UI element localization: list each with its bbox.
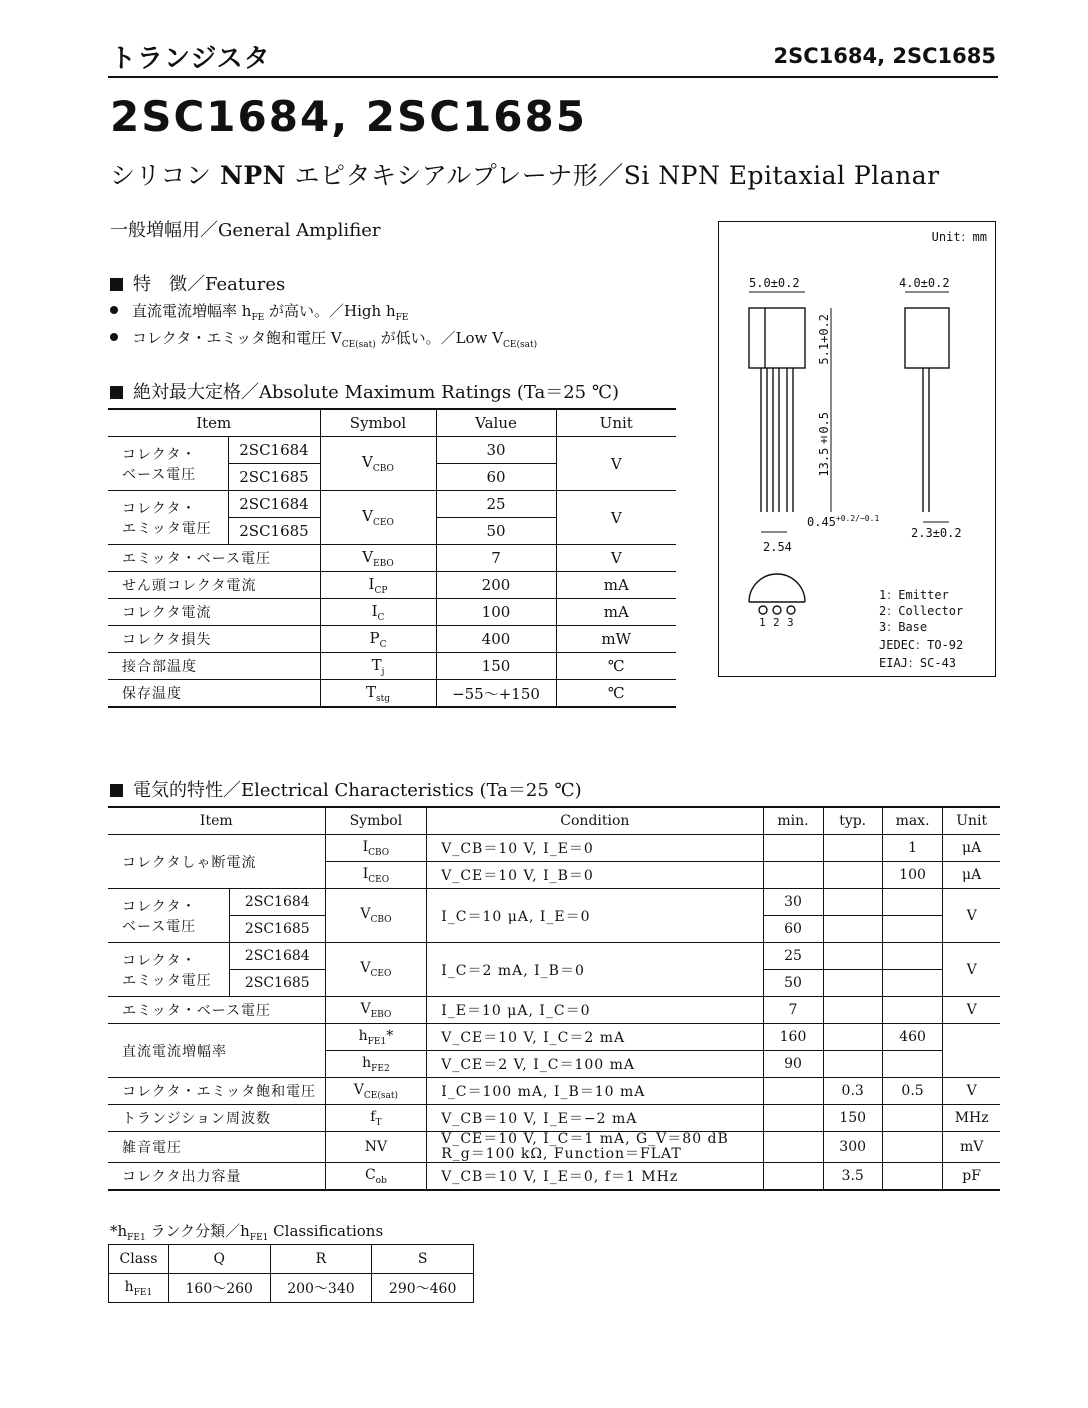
symbol-sub: ob: [375, 1175, 387, 1186]
subtitle-en: ／Si NPN Epitaxial Planar: [598, 161, 940, 190]
feature-item: [110, 327, 537, 350]
section-square-icon: [110, 278, 123, 291]
feature-item: [110, 300, 408, 323]
unit: V: [556, 437, 676, 491]
typ: 0.3: [823, 1078, 882, 1105]
min: 25: [763, 943, 823, 970]
symbol: [325, 1078, 427, 1105]
condition-line: V_CE＝10 V, I_C＝1 mA, G_V＝80 dB: [441, 1131, 729, 1147]
table-header-row: [109, 1245, 474, 1274]
unit: V: [943, 1078, 1000, 1105]
symbol-main: T: [365, 682, 376, 701]
symbol: NV: [325, 1132, 427, 1163]
ec-table: [108, 806, 1000, 1191]
col-condition: Condition: [427, 807, 763, 835]
symbol-sub: CEO: [370, 968, 392, 979]
typ: [823, 997, 882, 1024]
class-value: 290～460: [372, 1274, 474, 1303]
pin-label: 1：Emitter: [879, 588, 949, 602]
subscript: FE: [251, 313, 265, 323]
symbol-sub: C: [377, 612, 385, 623]
symbol-main: I: [368, 574, 375, 593]
typ: 150: [823, 1105, 882, 1132]
max: [882, 1051, 943, 1078]
max: [882, 970, 943, 997]
typ: [823, 1051, 882, 1078]
symbol-sub: CE(sat): [363, 1090, 398, 1101]
item-label: コレクタ損失: [108, 626, 320, 653]
item-label: トランジション周波数: [108, 1105, 325, 1132]
condition: I_C＝10 μA, I_E＝0: [427, 889, 763, 943]
heading-text: *h: [110, 1222, 128, 1240]
max: [882, 1105, 943, 1132]
col-r: R: [270, 1245, 372, 1274]
table-row: [108, 680, 676, 708]
value: 150: [436, 653, 556, 680]
table-row: [108, 437, 676, 464]
subscript: FE1: [127, 1233, 146, 1243]
symbol-main: f: [370, 1108, 376, 1125]
value: 25: [436, 491, 556, 518]
section-square-icon: [110, 386, 123, 399]
symbol-sub: C: [379, 639, 387, 650]
unit: V: [943, 889, 1000, 943]
symbol-sub: EBO: [370, 1009, 392, 1020]
symbol: [320, 599, 436, 626]
pin-3-circle: [787, 606, 795, 614]
table-row: [108, 491, 676, 518]
header-part-numbers: 2SC1684, 2SC1685: [773, 44, 996, 68]
unit: V: [943, 943, 1000, 997]
min: [763, 862, 823, 889]
symbol: [320, 653, 436, 680]
unit: V: [556, 491, 676, 545]
table-header-row: [108, 807, 1000, 835]
item-label: コレクタ電流: [108, 599, 320, 626]
pin-number: 2: [773, 616, 780, 629]
header-rule: [108, 76, 998, 78]
max: [882, 997, 943, 1024]
bullet-icon: [110, 333, 118, 341]
condition: I_C＝2 mA, I_B＝0: [427, 943, 763, 997]
symbol-main: V: [360, 960, 371, 977]
symbol-main: V: [362, 453, 373, 471]
symbol: [325, 1024, 427, 1051]
table-row: [108, 572, 676, 599]
table-row: [108, 653, 676, 680]
symbol: [325, 943, 427, 997]
amr-heading: [110, 378, 619, 404]
condition: V_CB＝10 V, I_E＝0: [427, 835, 763, 862]
item-label: 雑音電圧: [108, 1132, 325, 1163]
unit: mW: [556, 626, 676, 653]
feature-text: が高い。／High h: [264, 302, 396, 320]
typ: 300: [823, 1132, 882, 1163]
features-heading-text: 特 徴／Features: [133, 274, 286, 295]
subtitle-jp-pre: シリコン: [110, 161, 212, 190]
symbol: [320, 572, 436, 599]
item-label: エミッタ・ベース電圧: [108, 545, 320, 572]
min: 7: [763, 997, 823, 1024]
item-label: コレクタしゃ断電流: [108, 835, 325, 889]
symbol-main: h: [124, 1278, 134, 1295]
section-square-icon: [110, 784, 123, 797]
symbol: [325, 835, 427, 862]
min: 30: [763, 889, 823, 916]
table-row: [108, 1132, 1000, 1163]
value: 60: [436, 464, 556, 491]
amr-heading-text: 絶対最大定格／Absolute Maximum Ratings (Ta＝25 ℃): [133, 382, 619, 403]
symbol: [320, 491, 436, 545]
typ: [823, 970, 882, 997]
symbol: [325, 1051, 427, 1078]
item-line: コレクタ・: [122, 500, 197, 517]
symbol-main: I: [371, 601, 378, 620]
symbol-sub: EBO: [373, 558, 394, 569]
min: 90: [763, 1051, 823, 1078]
min: [763, 1078, 823, 1105]
symbol-sub: FE1: [133, 1287, 153, 1298]
table-row: [108, 997, 1000, 1024]
subscript: CE(sat): [341, 340, 376, 350]
pin-label: 3：Base: [879, 620, 928, 634]
typ: [823, 889, 882, 916]
unit: ℃: [556, 653, 676, 680]
dim-height: 5.1+0.2: [817, 314, 831, 365]
class-value: 200～340: [270, 1274, 372, 1303]
symbol-main: h: [362, 1054, 372, 1071]
col-s: S: [372, 1245, 474, 1274]
max: 100: [882, 862, 943, 889]
symbol-sub: CBO: [372, 464, 394, 474]
col-item: Item: [199, 813, 233, 829]
item-label: コレクタ出力容量: [108, 1163, 325, 1191]
pin-2-circle: [773, 606, 781, 614]
pin-number: 3: [787, 616, 794, 629]
symbol-sub: CEO: [373, 518, 394, 528]
item-label: 保存温度: [108, 680, 320, 708]
row-label: [109, 1274, 169, 1303]
typ: [823, 916, 882, 943]
symbol-main: V: [362, 507, 373, 525]
heading-text: ランク分類／h: [145, 1222, 250, 1240]
pin-1-circle: [759, 606, 767, 614]
table-row: [108, 599, 676, 626]
symbol-main: T: [371, 655, 382, 674]
max: [882, 1163, 943, 1191]
symbol-sub: CP: [374, 585, 388, 596]
min: [763, 1163, 823, 1191]
symbol-sub: FE2: [371, 1063, 390, 1074]
table-header-row: [108, 409, 676, 437]
feature-text: が低い。／Low V: [375, 329, 503, 347]
col-unit: Unit: [943, 807, 1000, 835]
unit: μA: [943, 835, 1000, 862]
symbol-sub: CBO: [368, 847, 390, 858]
table-row: [108, 1163, 1000, 1191]
dim-side: 2.3±0.2: [911, 526, 962, 540]
item-line: エミッタ電圧: [122, 972, 212, 989]
side-body-outline: [905, 308, 949, 368]
footnote-star: *: [386, 1027, 394, 1044]
item-line: コレクタ・: [122, 446, 197, 463]
min: [763, 1105, 823, 1132]
part-number: 2SC1684: [229, 889, 325, 916]
dim-pitch: 2.54: [763, 540, 792, 554]
symbol-sub: stg: [376, 693, 390, 704]
bottom-view-arc: [749, 574, 805, 602]
table-row: [108, 943, 1000, 970]
table-row: [109, 1274, 474, 1303]
part-number: 2SC1684: [229, 943, 325, 970]
condition: V_CB＝10 V, I_E＝0, f＝1 MHz: [427, 1163, 763, 1191]
part-number: 2SC1685: [229, 916, 325, 943]
condition: V_CE＝10 V, I_B＝0: [427, 862, 763, 889]
unit: pF: [943, 1163, 1000, 1191]
condition: I_C＝100 mA, I_B＝10 mA: [427, 1078, 763, 1105]
eiaj-label: EIAJ：SC-43: [879, 656, 957, 670]
table-row: [108, 1105, 1000, 1132]
max: 0.5: [882, 1078, 943, 1105]
category-label: トランジスタ: [110, 44, 271, 74]
subtitle: [110, 156, 940, 192]
unit: V: [943, 997, 1000, 1024]
unit: ℃: [556, 680, 676, 708]
class-value: 160～260: [168, 1274, 270, 1303]
condition: V_CB＝10 V, I_E＝−2 mA: [427, 1105, 763, 1132]
max: [882, 916, 943, 943]
feature-text: 直流電流増幅率 h: [132, 302, 252, 320]
item-line: エミッタ電圧: [122, 520, 212, 537]
symbol: [325, 997, 427, 1024]
dim-lead-width-value: 0.45: [807, 515, 836, 529]
max: 1: [882, 835, 943, 862]
col-class: Class: [109, 1245, 169, 1274]
col-value: Value: [436, 409, 556, 437]
col-unit: Unit: [556, 409, 676, 437]
value: 400: [436, 626, 556, 653]
item-label: エミッタ・ベース電圧: [108, 997, 325, 1024]
unit: [943, 1024, 1000, 1078]
max: [882, 943, 943, 970]
symbol: [320, 545, 436, 572]
value: 200: [436, 572, 556, 599]
min: 60: [763, 916, 823, 943]
symbol: [320, 626, 436, 653]
col-max: max.: [882, 807, 943, 835]
symbol-sub: j: [381, 666, 385, 677]
unit-label: Unit：mm: [931, 230, 987, 244]
symbol-main: h: [358, 1027, 368, 1044]
item-label: [108, 943, 229, 997]
dim-depth: 4.0±0.2: [899, 276, 950, 290]
table-row: [108, 626, 676, 653]
item-label: コレクタ・エミッタ飽和電圧: [108, 1078, 325, 1105]
typ: 3.5: [823, 1163, 882, 1191]
symbol-main: I: [362, 838, 369, 855]
subscript: FE1: [249, 1233, 269, 1243]
symbol-main: V: [360, 1000, 371, 1017]
symbol-main: C: [364, 1166, 376, 1183]
condition: V_CE＝2 V, I_C＝100 mA: [427, 1051, 763, 1078]
item-label: 直流電流増幅率: [108, 1024, 325, 1078]
item-label: 接合部温度: [108, 653, 320, 680]
typ: [823, 835, 882, 862]
pin-label: 2：Collector: [879, 604, 964, 618]
col-typ: typ.: [823, 807, 882, 835]
symbol-main: P: [369, 628, 380, 647]
dim-lead-length: 13.5±0.5: [817, 412, 831, 477]
typ: [823, 943, 882, 970]
value: 7: [436, 545, 556, 572]
item-label: [108, 491, 228, 545]
min: [763, 1132, 823, 1163]
max: 460: [882, 1024, 943, 1051]
subscript: FE: [395, 313, 409, 323]
unit: mV: [943, 1132, 1000, 1163]
jedec-label: JEDEC：TO-92: [879, 638, 964, 652]
unit: mA: [556, 572, 676, 599]
usage-text: 一般増幅用／General Amplifier: [110, 220, 381, 241]
col-symbol: Symbol: [320, 409, 436, 437]
item-line: ベース電圧: [122, 918, 197, 935]
feature-text: コレクタ・エミッタ飽和電圧 V: [132, 329, 342, 347]
symbol: [320, 680, 436, 708]
value: 100: [436, 599, 556, 626]
item-label: せん頭コレクタ電流: [108, 572, 320, 599]
condition-line: R_g＝100 kΩ, Function＝FLAT: [441, 1146, 682, 1162]
table-row: [108, 1078, 1000, 1105]
symbol: [325, 1163, 427, 1191]
value: 30: [436, 437, 556, 464]
front-body-outline: [749, 308, 805, 368]
amr-table: [108, 408, 676, 708]
table-row: [108, 835, 1000, 862]
value: 50: [436, 518, 556, 545]
unit: mA: [556, 599, 676, 626]
symbol-main: V: [353, 1081, 364, 1098]
value: −55～+150: [436, 680, 556, 708]
symbol-sub: FE1: [367, 1036, 387, 1047]
symbol: [325, 1105, 427, 1132]
symbol-main: I: [362, 865, 369, 882]
heading-text: Classifications: [268, 1222, 384, 1240]
max: [882, 889, 943, 916]
table-row: [108, 889, 1000, 916]
subscript: CE(sat): [503, 340, 538, 350]
typ: [823, 1024, 882, 1051]
item-label: [108, 437, 228, 491]
min: 160: [763, 1024, 823, 1051]
package-diagram: [718, 221, 996, 677]
item-line: コレクタ・: [122, 898, 197, 915]
table-row: [108, 545, 676, 572]
unit: V: [556, 545, 676, 572]
min: [763, 835, 823, 862]
features-heading: [110, 270, 285, 296]
item-line: ベース電圧: [122, 466, 197, 483]
symbol-sub: CBO: [370, 914, 392, 925]
col-symbol: Symbol: [325, 807, 427, 835]
symbol-sub: T: [375, 1117, 382, 1128]
item-label: [108, 889, 229, 943]
part-number: 2SC1684: [228, 491, 320, 518]
symbol-main: V: [362, 547, 374, 566]
min: 50: [763, 970, 823, 997]
unit: μA: [943, 862, 1000, 889]
ec-heading-text: 電気的特性／Electrical Characteristics (Ta＝25 ℃): [133, 780, 582, 801]
part-number: 2SC1685: [228, 518, 320, 545]
page-title: 2SC1684, 2SC1685: [110, 92, 587, 141]
dim-lead-width: [807, 514, 879, 529]
bullet-icon: [110, 306, 118, 314]
symbol: [320, 437, 436, 491]
col-q: Q: [168, 1245, 270, 1274]
subtitle-npn: NPN: [219, 161, 286, 190]
dim-width: 5.0±0.2: [749, 276, 800, 290]
table-row: [108, 1024, 1000, 1051]
condition: V_CE＝10 V, I_C＝2 mA: [427, 1024, 763, 1051]
pin-number: 1: [759, 616, 766, 629]
symbol: [325, 862, 427, 889]
symbol-main: V: [360, 906, 371, 923]
ec-heading: [110, 776, 582, 802]
dim-lead-width-tol: +0.2/−0.1: [835, 514, 880, 523]
part-number: 2SC1685: [228, 464, 320, 491]
col-min: min.: [763, 807, 823, 835]
typ: [823, 862, 882, 889]
item-line: コレクタ・: [122, 952, 197, 969]
part-number: 2SC1684: [228, 437, 320, 464]
symbol-sub: CEO: [368, 874, 390, 885]
col-item: Item: [196, 414, 232, 432]
part-number: 2SC1685: [229, 970, 325, 997]
hfe-class-table: [108, 1244, 474, 1303]
max: [882, 1132, 943, 1163]
condition: [427, 1132, 763, 1163]
condition: I_E＝10 μA, I_C＝0: [427, 997, 763, 1024]
hfe-class-heading: [110, 1220, 383, 1243]
unit: MHz: [943, 1105, 1000, 1132]
symbol: [325, 889, 427, 943]
subtitle-jp-post: エピタキシアルプレーナ形: [294, 161, 599, 190]
